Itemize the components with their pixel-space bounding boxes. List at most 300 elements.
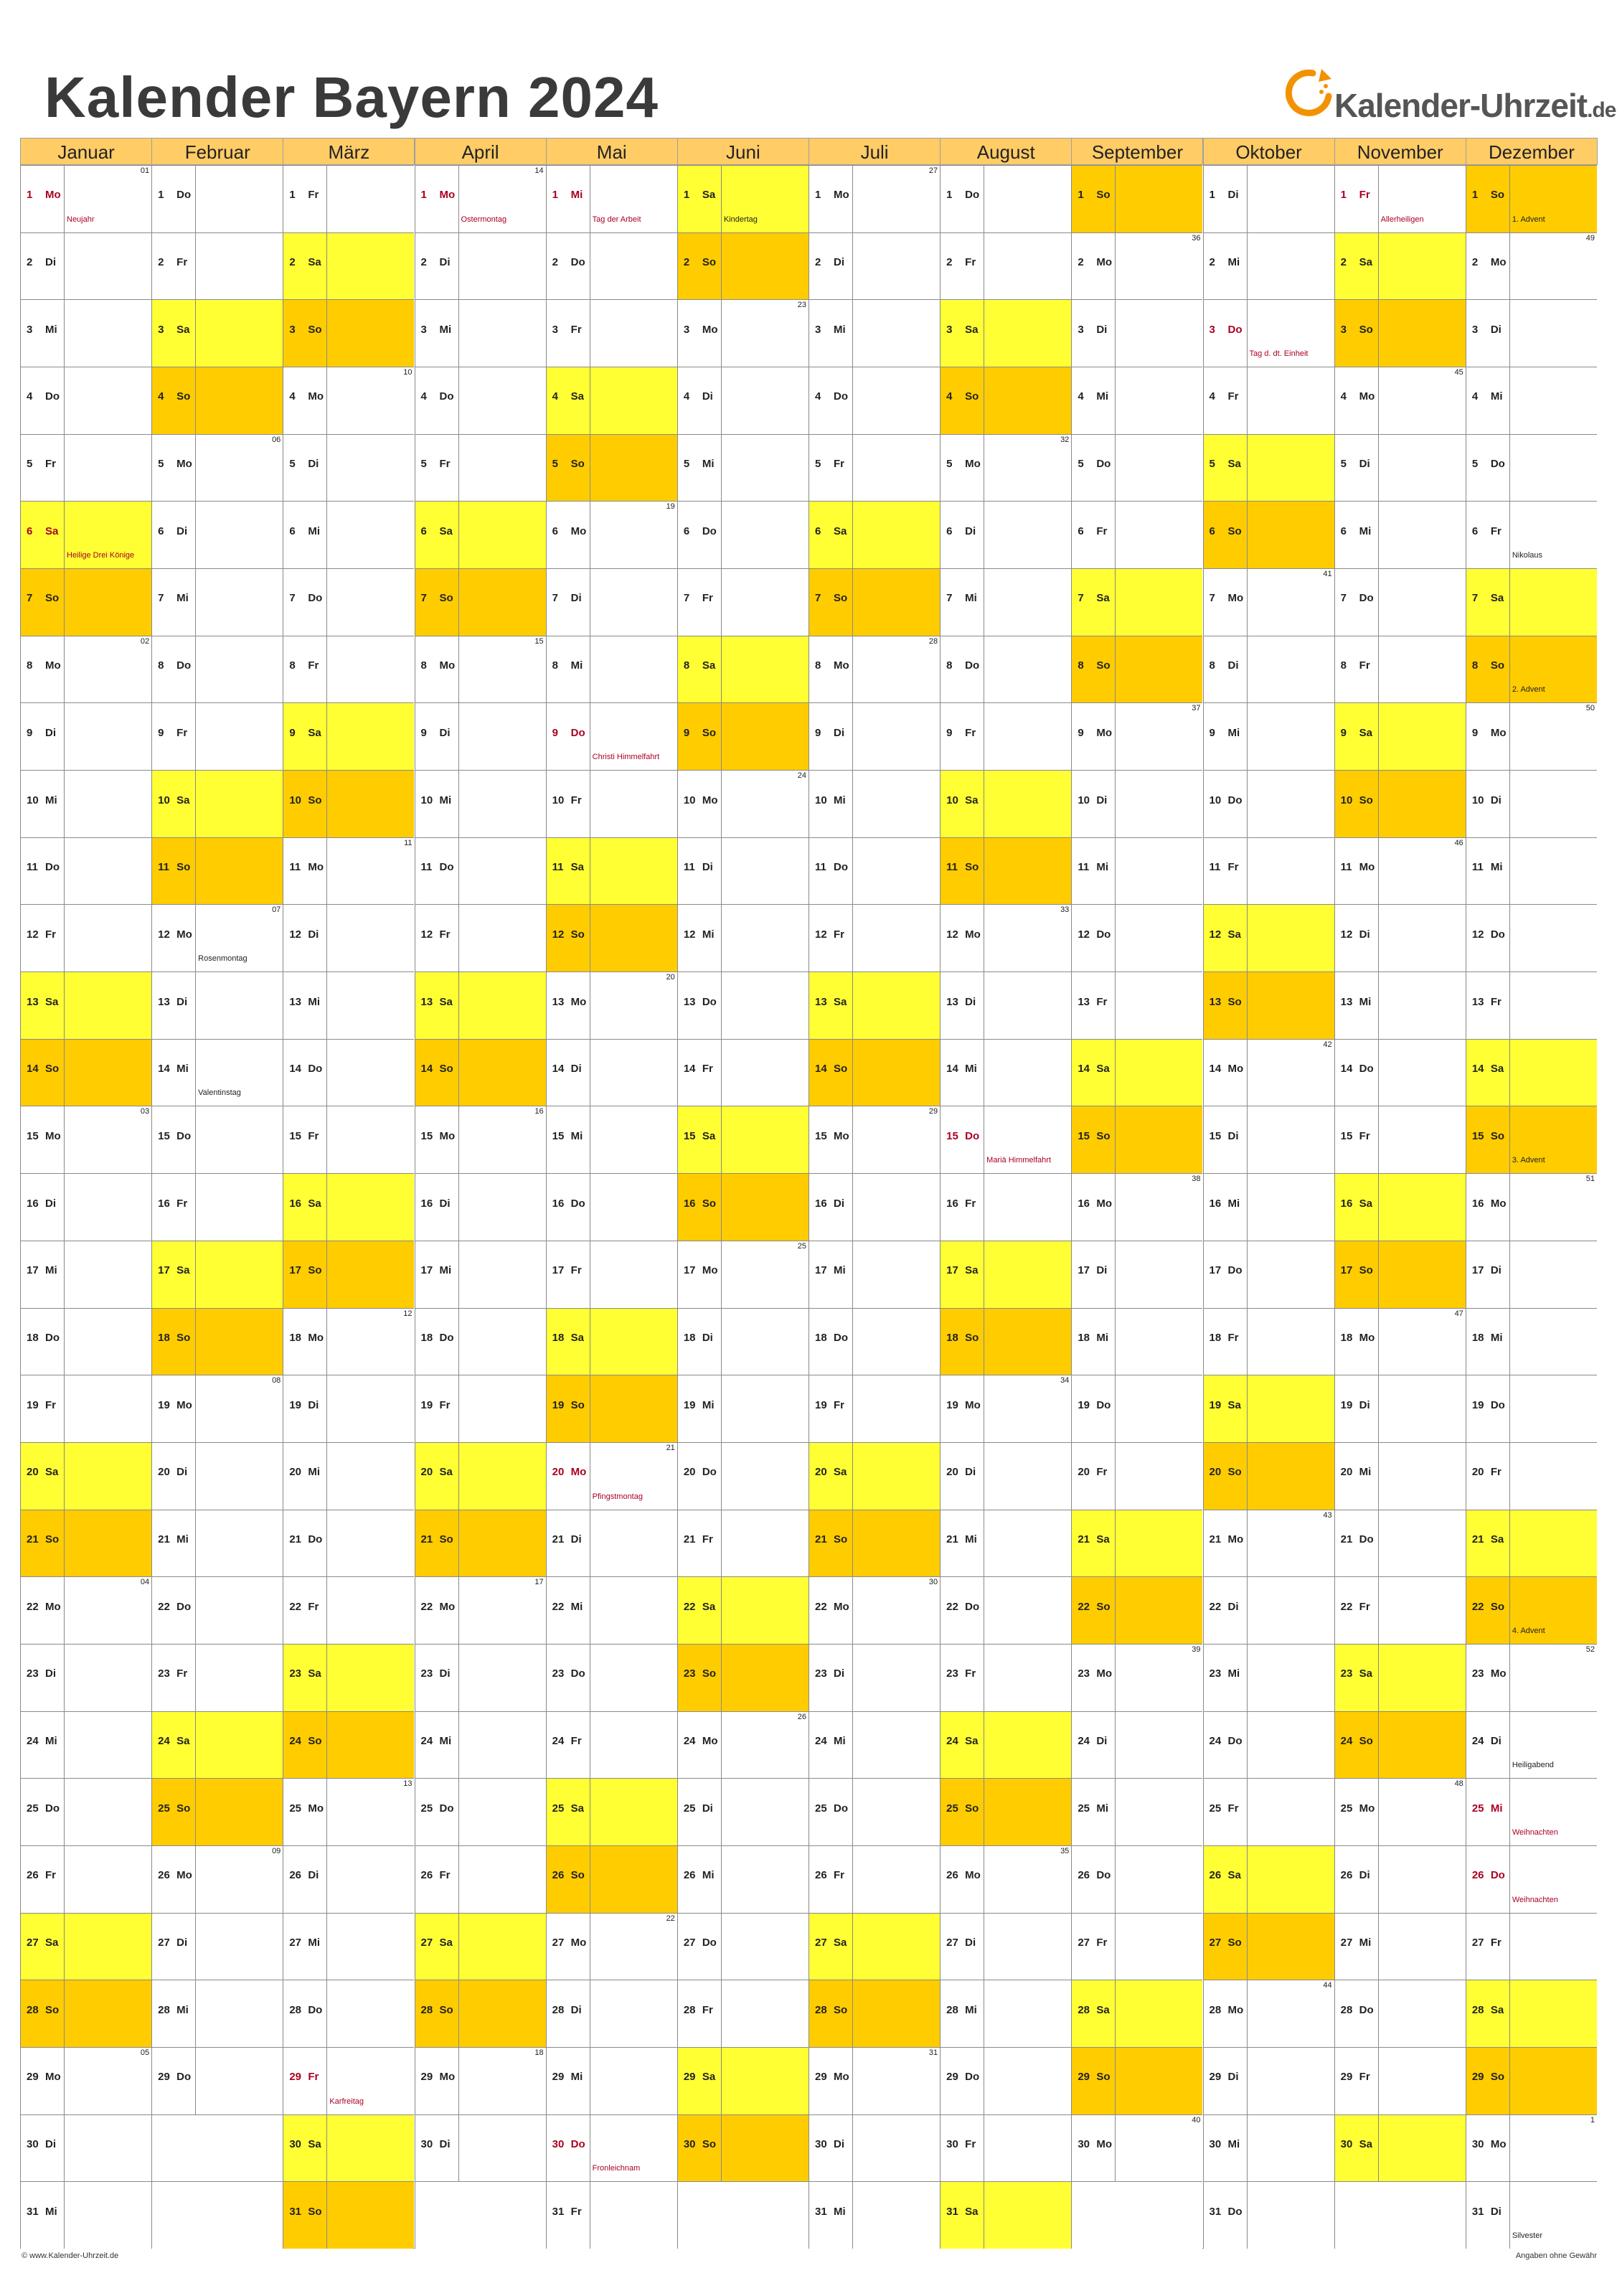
day-number: 18 — [1340, 1331, 1353, 1344]
day-number: 6 — [420, 524, 427, 537]
day-number: 26 — [552, 1869, 565, 1882]
day-number: 10 — [420, 794, 433, 806]
weekday-label: Do — [1096, 458, 1111, 471]
day-cell — [20, 1106, 151, 1173]
day-number: 15 — [1209, 1129, 1222, 1142]
day-cell — [1203, 299, 1334, 367]
day-number: 11 — [1209, 861, 1221, 874]
day-number: 6 — [289, 524, 296, 537]
week-number: 22 — [666, 1914, 675, 1923]
day-number: 7 — [815, 592, 821, 605]
day-cell — [546, 1845, 677, 1913]
day-number: 12 — [1209, 928, 1222, 941]
weekday-label: Do — [45, 1802, 60, 1815]
day-cell — [151, 1375, 283, 1442]
day-cell — [546, 1442, 677, 1510]
day-number: 18 — [683, 1331, 696, 1344]
day-number: 21 — [552, 1533, 565, 1545]
weekday-label: Sa — [308, 256, 321, 269]
day-cell — [283, 1039, 414, 1106]
day-cell — [1203, 568, 1334, 636]
day-number: 29 — [1471, 2071, 1484, 2084]
weekday-label: Do — [570, 1197, 585, 1210]
weekday-label: Do — [1359, 1533, 1374, 1545]
day-number: 28 — [683, 2003, 696, 2016]
day-number: 14 — [552, 1063, 565, 1076]
weekday-label: Sa — [1490, 1063, 1504, 1076]
weekday-label: So — [702, 1667, 716, 1680]
day-number: 3 — [946, 323, 953, 336]
day-number: 12 — [552, 928, 565, 941]
weekday-label: Mi — [1227, 1197, 1240, 1210]
weekday-label: Do — [1490, 928, 1505, 941]
week-number: 01 — [140, 166, 150, 175]
day-number: 23 — [1340, 1667, 1353, 1680]
week-number: 10 — [403, 368, 412, 377]
weekday-label: Di — [702, 1802, 713, 1815]
day-cell — [546, 1375, 677, 1442]
weekday-label: Do — [834, 1331, 848, 1344]
day-cell — [151, 568, 283, 636]
weekday-label: Mi — [1096, 390, 1108, 403]
day-cell — [151, 367, 283, 434]
day-number: 1 — [1209, 189, 1215, 202]
day-number: 6 — [1471, 524, 1479, 537]
day-cell — [1334, 971, 1466, 1039]
day-number: 13 — [420, 995, 433, 1008]
day-number: 4 — [815, 390, 821, 403]
day-number: 12 — [420, 928, 433, 941]
day-number: 1 — [552, 189, 558, 202]
day-cell — [151, 971, 283, 1039]
day-cell — [20, 770, 151, 837]
day-number: 1 — [1340, 189, 1347, 202]
day-cell — [808, 568, 940, 636]
month-header: Mai — [546, 138, 678, 165]
day-cell — [283, 636, 414, 703]
day-number: 13 — [158, 995, 170, 1008]
weekday-label: Mo — [308, 390, 324, 403]
day-cell — [1466, 232, 1597, 300]
day-cell — [1203, 501, 1334, 568]
day-number: 6 — [27, 524, 33, 537]
weekday-label: Sa — [176, 323, 190, 336]
day-cell — [940, 1308, 1071, 1375]
weekday-label: Di — [176, 1937, 188, 1949]
weekday-label: Fr — [176, 1197, 188, 1210]
weekday-label: Sa — [834, 1466, 847, 1479]
weekday-label: Do — [308, 1533, 323, 1545]
day-number: 3 — [420, 323, 427, 336]
weekday-label: So — [308, 794, 322, 806]
weekday-label: Fr — [1227, 390, 1239, 403]
day-cell — [1071, 1308, 1202, 1375]
weekday-label: So — [176, 1802, 191, 1815]
day-number: 11 — [683, 861, 695, 874]
day-cell — [1071, 1039, 1202, 1106]
day-cell — [20, 1576, 151, 1644]
day-number: 4 — [1340, 390, 1347, 403]
day-cell — [1466, 904, 1597, 971]
weekday-label: Mo — [308, 1331, 324, 1344]
day-cell — [1071, 702, 1202, 770]
weekday-label: Di — [1096, 1264, 1108, 1277]
day-cell — [1203, 232, 1334, 300]
weekday-label: Di — [834, 256, 844, 269]
day-number: 10 — [289, 794, 302, 806]
day-cell — [677, 1106, 808, 1173]
day-number: 27 — [1471, 1937, 1484, 1949]
weekday-label: So — [1359, 794, 1373, 806]
holiday-label: Weihnachten — [1512, 1827, 1558, 1837]
weekday-label: Mi — [439, 1735, 452, 1747]
event-label: Nikolaus — [1512, 551, 1543, 560]
weekday-label: Fr — [570, 1735, 582, 1747]
month-header: August — [940, 138, 1072, 165]
weekday-label: Mo — [1096, 726, 1112, 739]
day-cell — [415, 1039, 546, 1106]
day-number: 7 — [683, 592, 690, 605]
day-number: 13 — [552, 995, 565, 1008]
day-cell — [940, 1913, 1071, 1980]
weekday-label: Mo — [834, 1129, 849, 1142]
day-number: 24 — [1471, 1735, 1484, 1747]
day-cell — [1466, 1106, 1597, 1173]
day-cell — [808, 837, 940, 905]
day-number: 28 — [27, 2003, 39, 2016]
weekday-label: Mi — [834, 323, 846, 336]
day-cell — [283, 367, 414, 434]
day-number: 1 — [289, 189, 296, 202]
weekday-label: Sa — [1227, 928, 1241, 941]
day-cell — [151, 1442, 283, 1510]
day-cell — [1203, 1375, 1334, 1442]
day-number: 14 — [946, 1063, 958, 1076]
weekday-label: So — [1490, 1600, 1504, 1613]
weekday-label: Fr — [308, 189, 319, 202]
weekday-label: Di — [45, 1197, 56, 1210]
page-title: Kalender Bayern 2024 — [44, 65, 659, 129]
week-number: 48 — [1454, 1779, 1463, 1789]
day-cell — [677, 434, 808, 502]
day-number: 10 — [27, 794, 39, 806]
day-cell — [151, 1510, 283, 1577]
weekday-label: So — [1359, 1264, 1373, 1277]
day-cell — [1334, 837, 1466, 905]
week-number: 38 — [1192, 1175, 1201, 1184]
day-number: 16 — [552, 1197, 565, 1210]
weekday-label: Sa — [570, 1802, 585, 1815]
day-cell — [677, 770, 808, 837]
week-number: 26 — [797, 1712, 806, 1721]
day-number: 21 — [289, 1533, 302, 1545]
day-cell — [808, 1913, 940, 1980]
day-number: 8 — [158, 659, 164, 672]
day-number: 26 — [1078, 1869, 1090, 1882]
day-cell — [20, 2114, 151, 2182]
day-cell — [1334, 1576, 1466, 1644]
day-number: 14 — [289, 1063, 302, 1076]
day-cell — [283, 2047, 414, 2114]
day-cell — [546, 1510, 677, 1577]
day-cell — [1466, 1644, 1597, 1711]
weekday-label: Mi — [1359, 524, 1372, 537]
weekday-label: Di — [1096, 323, 1108, 336]
day-number: 12 — [683, 928, 696, 941]
week-number: 13 — [403, 1779, 412, 1789]
day-cell — [1466, 165, 1597, 232]
day-number: 28 — [1209, 2003, 1222, 2016]
day-cell — [1334, 1913, 1466, 1980]
day-number: 17 — [1078, 1264, 1090, 1277]
day-number: 12 — [815, 928, 827, 941]
weekday-label: Fr — [308, 1600, 319, 1613]
weekday-label: Sa — [308, 726, 321, 739]
weekday-label: Mi — [1096, 861, 1108, 874]
day-cell — [808, 1644, 940, 1711]
weekday-label: Sa — [702, 189, 716, 202]
day-number: 1 — [420, 189, 427, 202]
day-cell — [940, 1173, 1071, 1241]
day-cell — [415, 1576, 546, 1644]
day-number: 6 — [946, 524, 953, 537]
day-cell — [546, 434, 677, 502]
day-cell — [940, 702, 1071, 770]
weekday-label: So — [176, 1331, 191, 1344]
day-cell — [20, 1173, 151, 1241]
day-number: 4 — [1471, 390, 1479, 403]
weekday-label: Fr — [1096, 1937, 1108, 1949]
weekday-label: Sa — [834, 524, 847, 537]
day-number: 4 — [683, 390, 690, 403]
day-number: 15 — [552, 1129, 565, 1142]
day-cell — [677, 702, 808, 770]
weekday-label: Mo — [570, 1937, 587, 1949]
weekday-label: Sa — [702, 1129, 716, 1142]
day-cell — [546, 501, 677, 568]
day-cell — [1071, 1644, 1202, 1711]
day-number: 25 — [1340, 1802, 1353, 1815]
day-number: 20 — [27, 1466, 39, 1479]
day-cell — [677, 568, 808, 636]
day-number: 27 — [946, 1937, 958, 1949]
day-cell — [1071, 2181, 1202, 2249]
weekday-label: Do — [45, 390, 60, 403]
weekday-label: Mo — [1490, 1197, 1507, 1210]
day-cell — [283, 904, 414, 971]
day-number: 7 — [1340, 592, 1347, 605]
month-header: November — [1334, 138, 1466, 165]
day-cell — [1203, 1308, 1334, 1375]
weekday-label: So — [702, 2138, 716, 2151]
week-number: 45 — [1454, 368, 1463, 377]
weekday-label: Mi — [1359, 1937, 1372, 1949]
day-cell — [1071, 1913, 1202, 1980]
weekday-label: Mo — [1227, 1063, 1244, 1076]
day-number: 15 — [1078, 1129, 1090, 1142]
day-cell — [415, 1644, 546, 1711]
day-number: 8 — [946, 659, 953, 672]
footer-disclaimer: Angaben ohne Gewähr — [1515, 2252, 1597, 2260]
day-cell — [20, 837, 151, 905]
weekday-label: Mi — [45, 794, 57, 806]
day-cell — [808, 1711, 940, 1779]
week-number: 52 — [1585, 1645, 1595, 1654]
day-cell — [151, 1106, 283, 1173]
day-number: 29 — [552, 2071, 565, 2084]
day-number: 3 — [815, 323, 821, 336]
day-cell — [151, 1778, 283, 1845]
day-number: 2 — [683, 256, 690, 269]
day-cell — [20, 434, 151, 502]
weekday-label: Fr — [570, 794, 582, 806]
weekday-label: So — [965, 1802, 979, 1815]
weekday-label: Di — [439, 1197, 451, 1210]
day-cell — [415, 232, 546, 300]
day-cell — [1334, 434, 1466, 502]
day-cell — [151, 299, 283, 367]
week-number: 24 — [797, 771, 806, 781]
day-number: 4 — [27, 390, 33, 403]
day-cell — [940, 971, 1071, 1039]
day-cell — [546, 837, 677, 905]
week-number: 09 — [272, 1846, 281, 1855]
week-number: 03 — [140, 1107, 150, 1116]
day-cell — [1203, 770, 1334, 837]
day-number: 30 — [552, 2138, 565, 2151]
day-number: 25 — [420, 1802, 433, 1815]
weekday-label: Di — [1359, 1398, 1370, 1411]
day-cell — [546, 2047, 677, 2114]
week-number: 20 — [666, 973, 675, 982]
week-number: 07 — [272, 905, 281, 915]
weekday-label: So — [45, 1063, 60, 1076]
day-number: 18 — [420, 1331, 433, 1344]
weekday-label: Sa — [45, 1937, 59, 1949]
day-cell — [1466, 367, 1597, 434]
day-cell — [1334, 1711, 1466, 1779]
weekday-label: Mo — [1227, 2003, 1244, 2016]
weekday-label: Mo — [702, 794, 718, 806]
weekday-label: So — [702, 726, 716, 739]
day-cell — [677, 501, 808, 568]
weekday-label: Sa — [439, 524, 453, 537]
day-number: 13 — [1209, 995, 1222, 1008]
day-number: 8 — [1471, 659, 1479, 672]
weekday-label: Di — [834, 1197, 844, 1210]
day-number: 8 — [27, 659, 33, 672]
day-cell — [546, 904, 677, 971]
day-cell — [1203, 2181, 1334, 2249]
day-number: 10 — [1471, 794, 1484, 806]
day-cell — [677, 1778, 808, 1845]
day-number: 4 — [946, 390, 953, 403]
weekday-label: Fr — [308, 1129, 319, 1142]
weekday-label: Mo — [965, 458, 981, 471]
day-number: 11 — [1471, 861, 1484, 874]
day-cell — [1203, 1576, 1334, 1644]
weekday-label: Di — [45, 726, 56, 739]
day-cell — [940, 1241, 1071, 1308]
day-cell — [1466, 1778, 1597, 1845]
day-number: 29 — [1078, 2071, 1090, 2084]
day-number: 22 — [1471, 1600, 1484, 1613]
weekday-label: So — [1490, 2071, 1504, 2084]
weekday-label: Mi — [965, 1063, 977, 1076]
day-number: 3 — [27, 323, 33, 336]
day-cell — [808, 1576, 940, 1644]
day-cell — [1203, 837, 1334, 905]
day-cell — [1203, 2114, 1334, 2182]
day-number: 20 — [946, 1466, 958, 1479]
day-cell — [1203, 1442, 1334, 1510]
day-number: 30 — [1471, 2138, 1484, 2151]
day-cell — [1071, 1778, 1202, 1845]
brand-logo[interactable] — [1284, 66, 1616, 131]
weekday-label: So — [1096, 1129, 1111, 1142]
day-number: 2 — [289, 256, 296, 269]
day-cell — [415, 837, 546, 905]
day-cell — [20, 904, 151, 971]
day-number: 5 — [27, 458, 33, 471]
day-number: 25 — [289, 1802, 302, 1815]
weekday-label: Do — [1227, 323, 1243, 336]
day-number: 9 — [289, 726, 296, 739]
day-cell — [677, 1308, 808, 1375]
day-cell — [677, 2181, 808, 2249]
day-cell — [677, 1644, 808, 1711]
weekday-label: Fr — [45, 1869, 56, 1882]
weekday-label: Di — [834, 1667, 844, 1680]
weekday-label: Di — [1096, 794, 1108, 806]
day-number: 23 — [946, 1667, 958, 1680]
day-number: 12 — [1078, 928, 1090, 941]
day-cell — [1466, 1845, 1597, 1913]
day-number: 31 — [27, 2205, 39, 2218]
day-cell — [283, 1510, 414, 1577]
day-cell — [283, 165, 414, 232]
weekday-label: Di — [45, 256, 56, 269]
weekday-label: Fr — [965, 1197, 976, 1210]
day-number: 22 — [1209, 1600, 1222, 1613]
weekday-label: Do — [702, 995, 717, 1008]
weekday-label: Mo — [834, 659, 849, 672]
day-number: 28 — [420, 2003, 433, 2016]
day-cell — [940, 1106, 1071, 1173]
weekday-label: Mo — [45, 189, 61, 202]
day-cell — [283, 1980, 414, 2047]
day-number: 28 — [158, 2003, 170, 2016]
day-cell — [283, 1711, 414, 1779]
day-number: 26 — [683, 1869, 696, 1882]
weekday-label: Di — [1359, 928, 1370, 941]
day-cell — [808, 1442, 940, 1510]
day-cell — [20, 165, 151, 232]
weekday-label: Do — [834, 1802, 848, 1815]
day-number: 25 — [552, 1802, 565, 1815]
day-number: 31 — [289, 2205, 302, 2218]
day-number: 26 — [1209, 1869, 1222, 1882]
weekday-label: Mi — [1359, 1466, 1372, 1479]
day-cell — [808, 904, 940, 971]
day-number: 9 — [27, 726, 33, 739]
weekday-label: Sa — [1490, 2003, 1504, 2016]
week-number: 1 — [1590, 2115, 1595, 2125]
weekday-label: So — [176, 390, 191, 403]
day-number: 13 — [1340, 995, 1353, 1008]
weekday-label: Mo — [570, 1466, 587, 1479]
day-number: 16 — [1209, 1197, 1222, 1210]
